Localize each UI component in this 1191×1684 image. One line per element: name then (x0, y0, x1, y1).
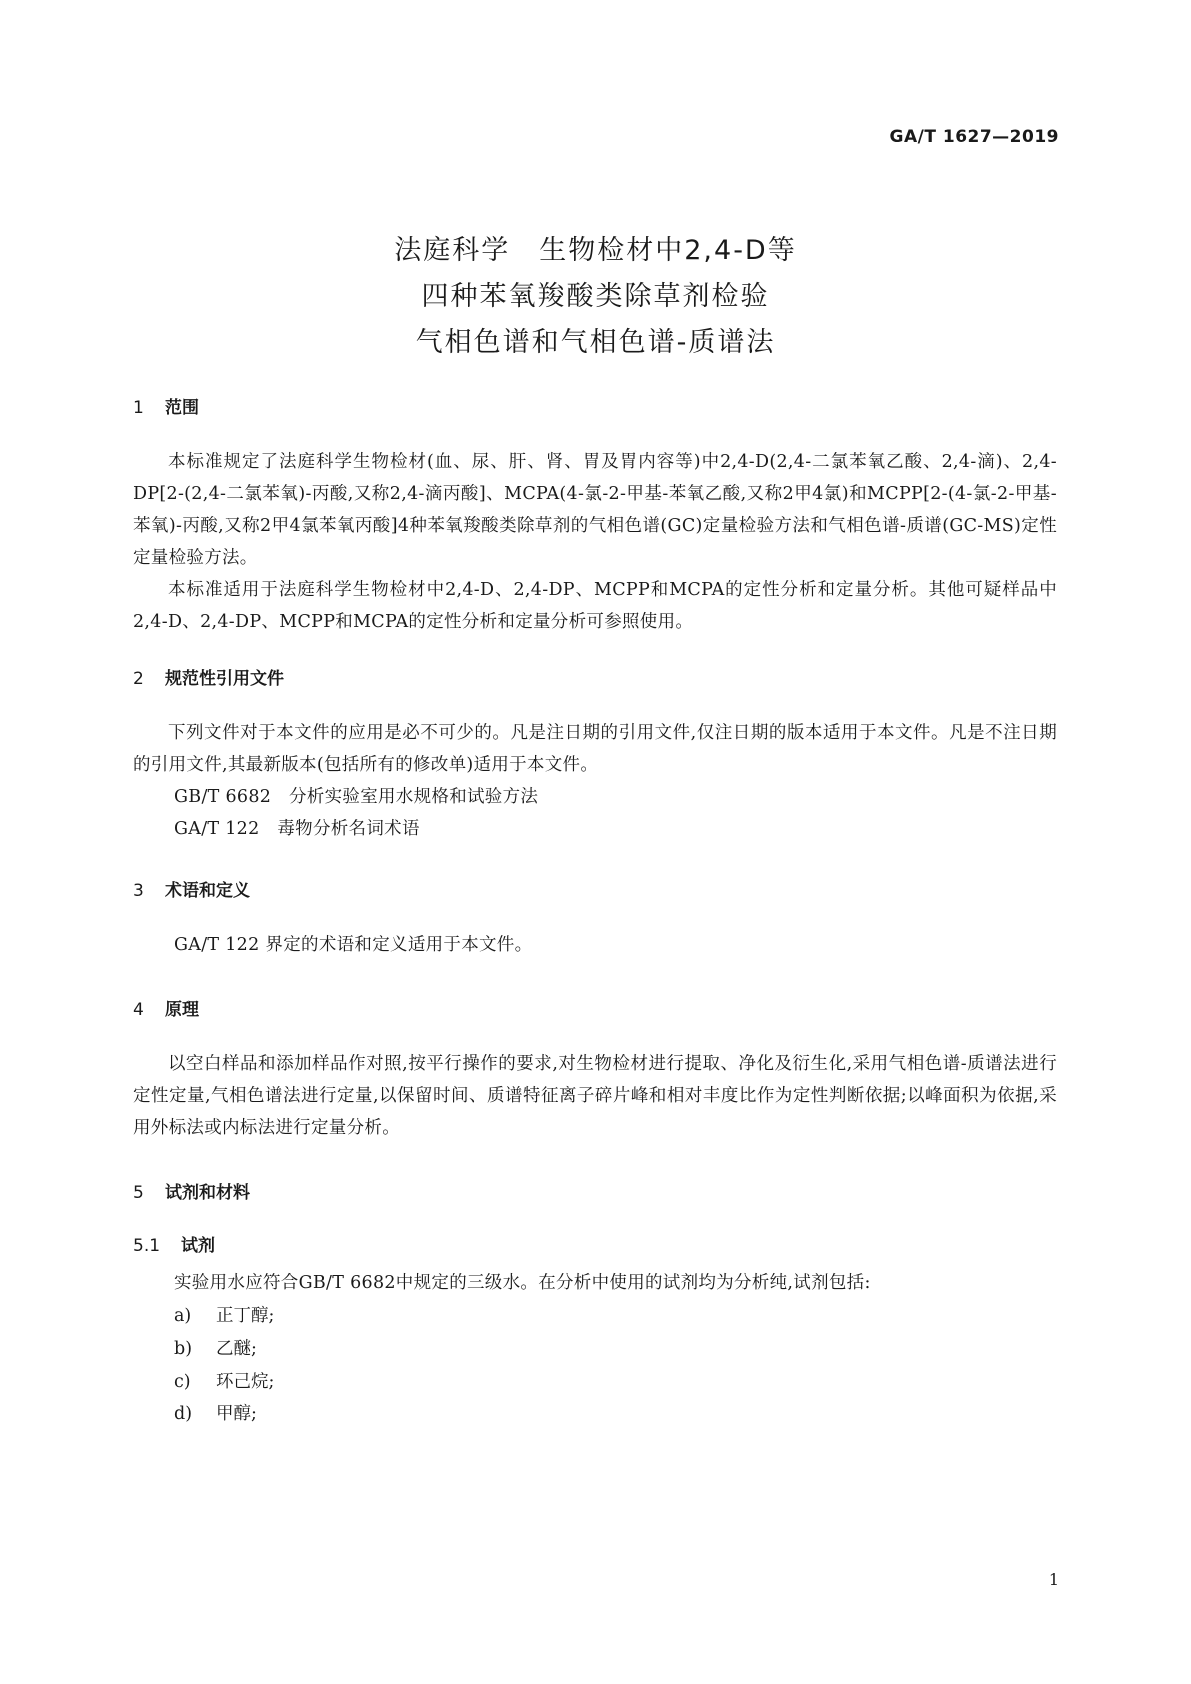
section-2-heading (133, 664, 284, 689)
list-item (174, 1300, 274, 1332)
list-text: 甲醇; (216, 1404, 257, 1424)
section-1-heading (133, 393, 199, 418)
section-title: 范围 (165, 398, 199, 418)
title-line-1: 法庭科学 生物检材中2,4-D等 (394, 235, 797, 266)
normative-reference-1: GB/T 6682 分析实验室用水规格和试验方法 (174, 787, 539, 807)
list-text: 正丁醇; (216, 1306, 275, 1326)
list-item (174, 1333, 257, 1365)
page-number: 1 (1048, 1570, 1059, 1589)
list-marker: d) (174, 1404, 193, 1424)
list-marker: b) (174, 1339, 193, 1359)
section-number: 5 (133, 1183, 144, 1203)
section-number: 4 (133, 1000, 144, 1020)
section-title: 试剂和材料 (165, 1183, 250, 1203)
section-1-paragraph-1: 本标准规定了法庭科学生物检材(血、尿、肝、肾、胃及胃内容等)中2,4-D(2,4-二氯苯氧乙酸、2,4-滴)、2,4-DP[2-(2,4-二氯苯氧)-丙酸,又称2,4-滴丙酸]、MCPA(4-氯-2-甲基-苯氧乙酸,又称2甲4氯)和MCPP[2-(4-氯-2-甲基-苯氧)-丙酸,又称2甲4氯苯氧丙酸]4种苯氧羧酸类除草剂的气相色谱(GC)定量检验方法和气相色谱-质谱(GC-MS)定性定量检验方法。 (133, 452, 1057, 568)
list-marker: c) (174, 1372, 191, 1392)
section-number: 2 (133, 669, 144, 689)
list-item (174, 1398, 257, 1430)
section-3-paragraph-1: GA/T 122 界定的术语和定义适用于本文件。 (174, 935, 533, 955)
section-3-heading (133, 876, 250, 901)
standard-code: GA/T 1627—2019 (889, 127, 1059, 147)
list-marker: a) (174, 1306, 192, 1326)
list-text: 环己烷; (216, 1372, 275, 1392)
document-title (0, 228, 1191, 366)
title-line-2: 四种苯氧羧酸类除草剂检验 (421, 281, 770, 312)
list-text: 乙醚; (216, 1339, 257, 1359)
list-item (174, 1366, 274, 1398)
section-1-paragraph-2: 本标准适用于法庭科学生物检材中2,4-D、2,4-DP、MCPP和MCPA的定性分析和定量分析。其他可疑样品中2,4-D、2,4-DP、MCPP和MCPA的定性分析和定量分析可参照使用。 (133, 580, 1057, 632)
section-5-heading (133, 1178, 250, 1203)
title-line-3: 气相色谱和气相色谱-质谱法 (415, 327, 776, 358)
subsection-title: 试剂 (181, 1236, 215, 1256)
normative-reference-2: GA/T 122 毒物分析名词术语 (174, 819, 420, 839)
section-title: 规范性引用文件 (165, 669, 284, 689)
section-title: 术语和定义 (165, 881, 250, 901)
section-5-1-heading (133, 1231, 215, 1256)
section-5-1-paragraph-1: 实验用水应符合GB/T 6682中规定的三级水。在分析中使用的试剂均为分析纯,试剂包括: (174, 1273, 871, 1293)
section-number: 1 (133, 398, 144, 418)
section-4-paragraph-1: 以空白样品和添加样品作对照,按平行操作的要求,对生物检材进行提取、净化及衍生化,采用气相色谱-质谱法进行定性定量,气相色谱法进行定量,以保留时间、质谱特征离子碎片峰和相对丰度比作为定性判断依据;以峰面积为依据,采用外标法或内标法进行定量分析。 (133, 1054, 1057, 1138)
section-title: 原理 (165, 1000, 199, 1020)
subsection-number: 5.1 (133, 1236, 161, 1256)
section-2-paragraph-1: 下列文件对于本文件的应用是必不可少的。凡是注日期的引用文件,仅注日期的版本适用于本文件。凡是不注日期的引用文件,其最新版本(包括所有的修改单)适用于本文件。 (133, 723, 1057, 775)
section-4-heading (133, 995, 199, 1020)
section-number: 3 (133, 881, 144, 901)
